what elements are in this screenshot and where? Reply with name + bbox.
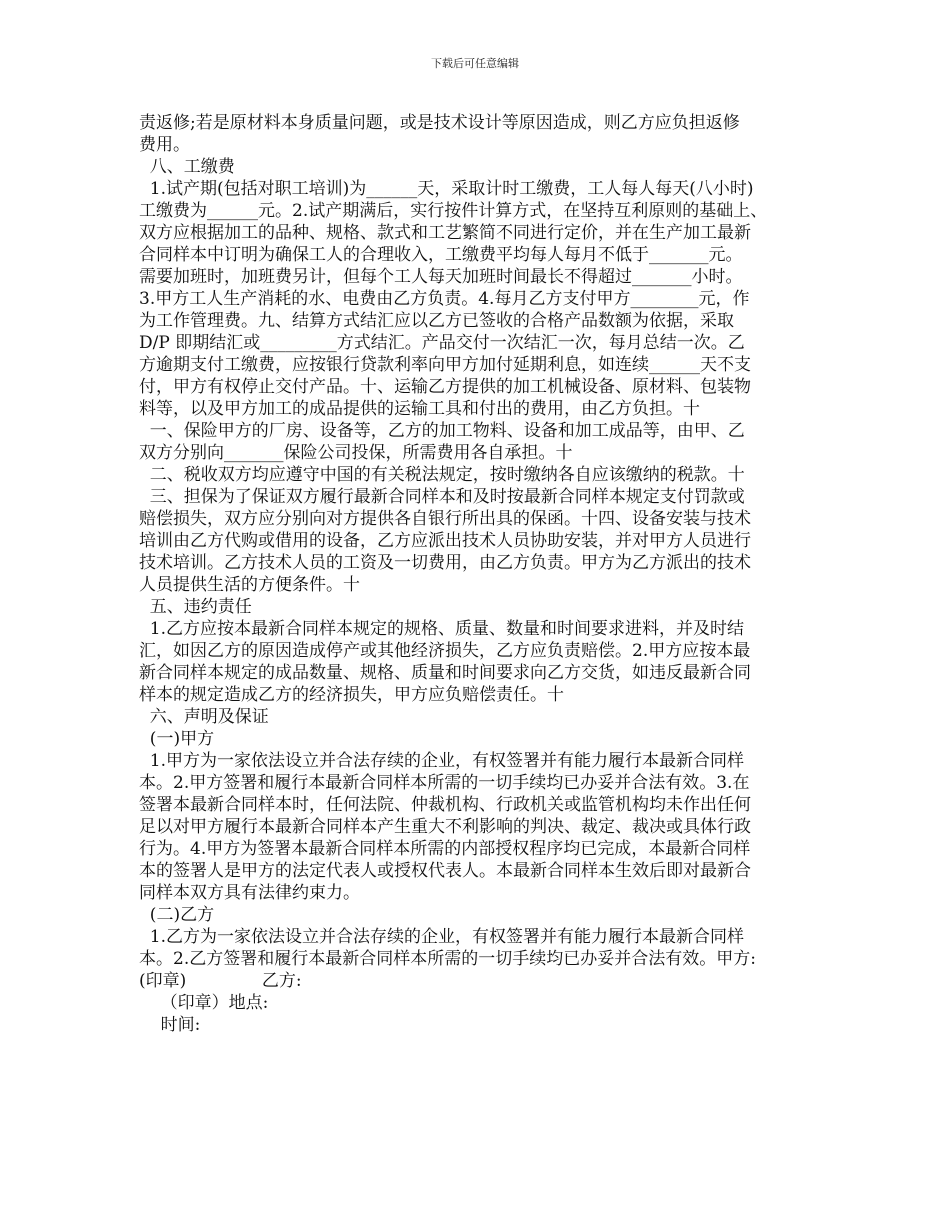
subsection-heading: (一)甲方 [139, 729, 215, 749]
text-line: 行为。4.甲方为签署本最新合同样本所需的内部授权程序均已完成，本最新合同样 [139, 839, 751, 859]
text-line: 双方应根据加工的品种、规格、款式和工艺繁简不同进行定价，并在生产加工最新 [139, 223, 751, 243]
text-line: 本的签署人是甲方的法定代表人或授权代表人。本最新合同样本生效后即对最新合 [139, 861, 751, 881]
subsection-heading: (二)乙方 [139, 905, 215, 925]
text-line: 培训由乙方代购或借用的设备，乙方应派出技术人员协助安装，并对甲方人员进行 [139, 531, 751, 551]
signature-line: (印章) 乙方: [139, 971, 302, 991]
text-line: 方逾期支付工缴费，应按银行贷款利率向甲方加付延期利息，如连续______天不支 [139, 355, 751, 375]
text-line: 1.甲方为一家依法设立并合法存续的企业，有权签署并有能力履行本最新合同样 [139, 751, 745, 771]
text-line: 费用。 [139, 135, 190, 155]
text-line: 1.乙方应按本最新合同样本规定的规格、质量、数量和时间要求进料，并及时结 [139, 619, 745, 639]
text-line: 同样本双方具有法律约束力。 [139, 883, 360, 903]
page-header: 下载后可任意编辑 [431, 57, 519, 70]
text-line: 本。2.乙方签署和履行本最新合同样本所需的一切手续均已办妥并合法有效。甲方: [139, 949, 756, 969]
text-line: D/P 即期结汇或_________方式结汇。产品交付一次结汇一次，每月总结一次。乙 [139, 333, 745, 353]
text-line: 样本的规定造成乙方的经济损失，甲方应负赔偿责任。十 [139, 685, 564, 705]
text-line: 三、担保为了保证双方履行最新合同样本和及时按最新合同样本规定支付罚款或 [139, 487, 745, 507]
document-body [139, 112, 829, 1036]
text-line: 责返修;若是原材料本身质量问题，或是技术设计等原因造成，则乙方应负担返修 [139, 113, 740, 133]
text-line: 料等，以及甲方加工的成品提供的运输工具和付出的费用，由乙方负担。十 [139, 399, 700, 419]
text-line: 新合同样本规定的成品数量、规格、质量和时间要求向乙方交货，如违反最新合同 [139, 663, 751, 683]
text-line: 工缴费为______元。2.试产期满后，实行按件计算方式，在坚持互利原则的基础上、 [139, 201, 768, 221]
text-line: 3.甲方工人生产消耗的水、电费由乙方负责。4.每月乙方支付甲方________元，作 [139, 289, 750, 309]
text-line: 汇，如因乙方的原因造成停产或其他经济损失，乙方应负责赔偿。2.甲方应按本最 [139, 641, 751, 661]
section-heading: 八、工缴费 [139, 157, 235, 177]
text-line: 付，甲方有权停止交付产品。十、运输乙方提供的加工机械设备、原材料、包装物 [139, 377, 751, 397]
text-line: 一、保险甲方的厂房、设备等，乙方的加工物料、设备和加工成品等，由甲、乙 [139, 421, 745, 441]
text-line: 技术培训。乙方技术人员的工资及一切费用，由乙方负责。甲方为乙方派出的技术 [139, 553, 751, 573]
text-line: 赔偿损失，双方应分别向对方提供各自银行所出具的保函。十四、设备安装与技术 [139, 509, 751, 529]
section-heading: 五、违约责任 [139, 597, 252, 617]
text-line: 1.试产期(包括对职工培训)为______天，采取计时工缴费，工人每人每天(八小时) [139, 179, 754, 199]
time-line: 时间: [139, 1015, 201, 1035]
text-line: 二、税收双方均应遵守中国的有关税法规定，按时缴纳各自应该缴纳的税款。十 [139, 465, 745, 485]
text-line: 本。2.甲方签署和履行本最新合同样本所需的一切手续均已办妥并合法有效。3.在 [139, 773, 750, 793]
text-line: 人员提供生活的方便条件。十 [139, 575, 360, 595]
text-line: 足以对甲方履行本最新合同样本产生重大不利影响的判决、裁定、裁决或具体行政 [139, 817, 751, 837]
text-line: 需要加班时，加班费另计，但每个工人每天加班时间最长不得超过_______小时。 [139, 267, 743, 287]
section-heading: 六、声明及保证 [139, 707, 269, 727]
text-line: 合同样本中订明为确保工人的合理收入，工缴费平均每人每月不低于_______元。 [139, 245, 743, 265]
text-line: 1.乙方为一家依法设立并合法存续的企业，有权签署并有能力履行本最新合同样 [139, 927, 745, 947]
location-line: （印章）地点: [139, 993, 269, 1013]
text-line: 签署本最新合同样本时，任何法院、仲裁机构、行政机关或监管机构均未作出任何 [139, 795, 751, 815]
text-line: 双方分别向_______保险公司投保，所需费用各自承担。十 [139, 443, 573, 463]
text-line: 为工作管理费。九、结算方式结汇应以乙方已签收的合格产品数额为依据，采取 [139, 311, 734, 331]
